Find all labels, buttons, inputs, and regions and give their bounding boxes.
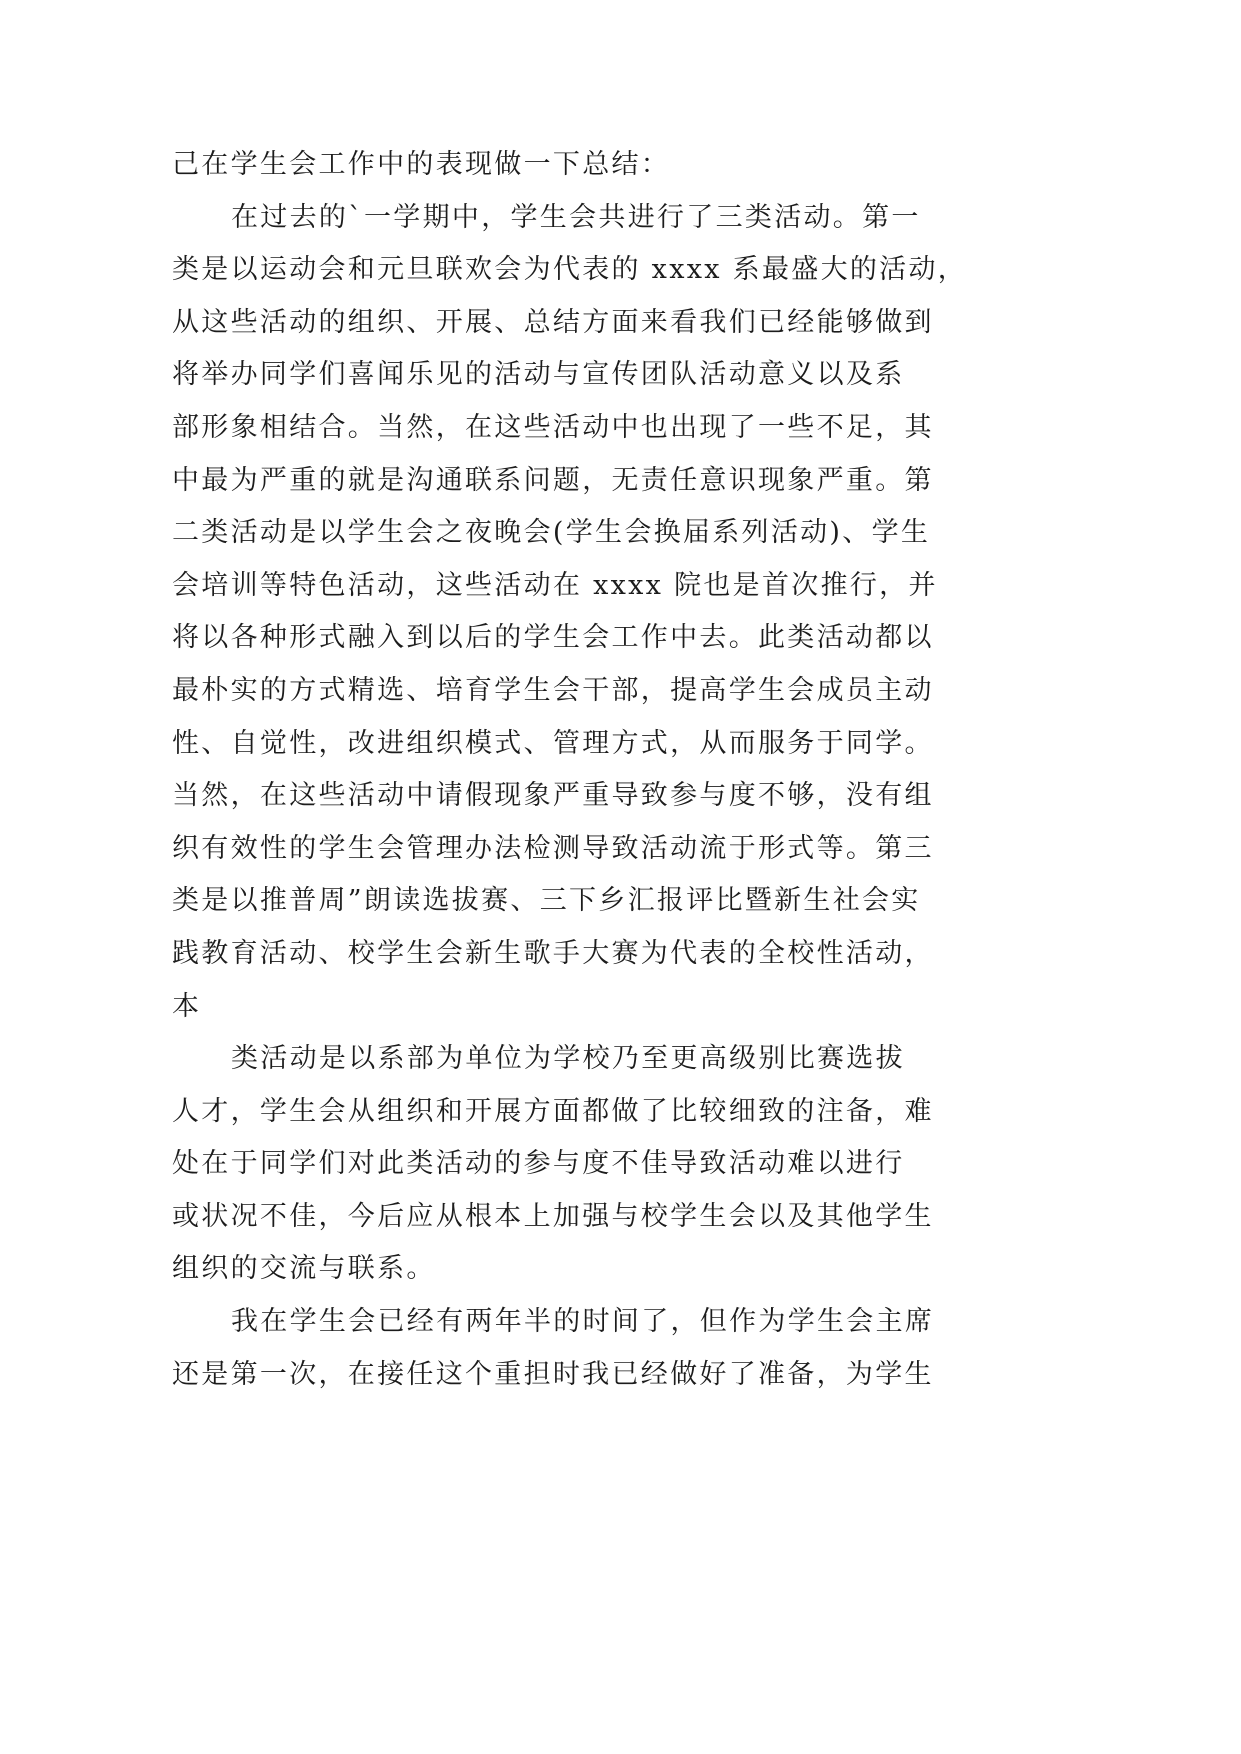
paragraph-4 [172, 1296, 1032, 1401]
text-line: 我在学生会已经有两年半的时间了，但作为学生会主席 [231, 1306, 935, 1338]
text-line: 组织的交流与联系。 [172, 1253, 436, 1285]
text-line: 己在学生会工作中的表现做一下总结： [172, 149, 671, 180]
text-line: 人才，学生会从组织和开展方面都做了比较细致的注备，难 [172, 1095, 934, 1127]
text-line: 在过去的`一学期中，学生会共进行了三类活动。第一 [231, 201, 921, 233]
text-line: 本 [172, 990, 202, 1022]
text-line: 性、自觉性，改进组织模式、管理方式，从而服务于同学。 [172, 727, 934, 759]
text-line: 或状况不佳，今后应从根本上加强与校学生会以及其他学生 [172, 1200, 934, 1232]
text-line: 类是以运动会和元旦联欢会为代表的 xxxx 系最盛大的活动， [172, 254, 968, 286]
text-line: 处在于同学们对此类活动的参与度不佳导致活动难以进行 [172, 1148, 905, 1180]
text-line: 当然，在这些活动中请假现象严重导致参与度不够，没有组 [172, 780, 934, 812]
text-line: 部形象相结合。当然，在这些活动中也出现了一些不足，其 [172, 411, 934, 443]
text-line: 践教育活动、校学生会新生歌手大赛为代表的全校性活动， [172, 937, 934, 969]
paragraph-3 [172, 1033, 1032, 1296]
document-body [172, 139, 1032, 1401]
text-line: 二类活动是以学生会之夜晚会(学生会换届系列活动)、学生 [172, 517, 931, 549]
text-line: 类是以推普周”朗读选拔赛、三下乡汇报评比暨新生社会实 [172, 885, 921, 917]
text-line: 将以各种形式融入到以后的学生会工作中去。此类活动都以 [172, 622, 934, 654]
text-line: 从这些活动的组织、开展、总结方面来看我们已经能够做到 [172, 306, 934, 338]
text-line: 将举办同学们喜闻乐见的活动与宣传团队活动意义以及系 [172, 359, 905, 391]
paragraph-1 [172, 139, 1032, 192]
text-line: 还是第一次，在接任这个重担时我已经做好了准备，为学生 [172, 1358, 934, 1390]
text-line: 织有效性的学生会管理办法检测导致活动流于形式等。第三 [172, 832, 934, 864]
text-line: 最朴实的方式精选、培育学生会干部，提高学生会成员主动 [172, 674, 934, 706]
paragraph-2 [172, 192, 1032, 1034]
text-line: 中最为严重的就是沟通联系问题，无责任意识现象严重。第 [172, 464, 934, 496]
text-line: 类活动是以系部为单位为学校乃至更高级别比赛选拔 [231, 1043, 905, 1075]
text-line: 会培训等特色活动，这些活动在 xxxx 院也是首次推行，并 [172, 569, 938, 601]
